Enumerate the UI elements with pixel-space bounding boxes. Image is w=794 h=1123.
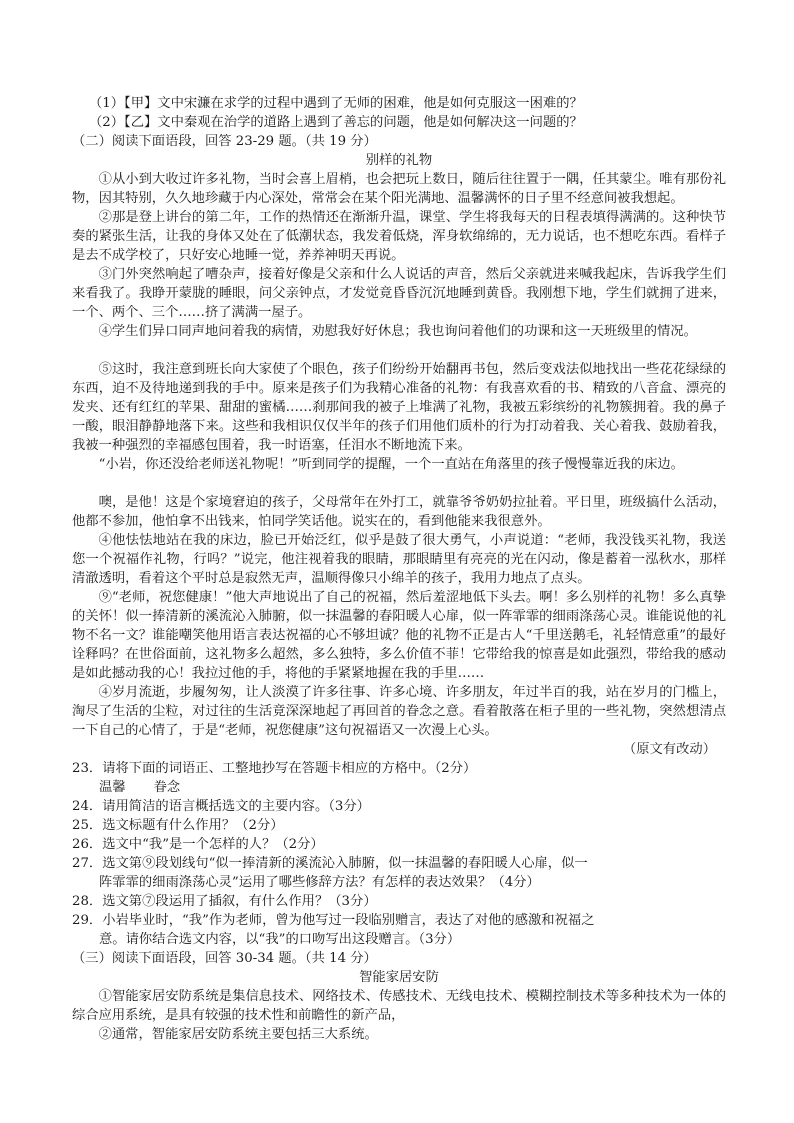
blank-line: [72, 474, 726, 493]
section3-heading: （三）阅读下面语段，回答 30-34 题。（共 14 分）: [72, 951, 377, 966]
section2-para-2: ②那是登上讲台的第二年，工作的热情还在渐渐升温，课堂、学生将我每天的日程表填得满满的。这种快节奏的紧张生活，让我的身体又处在了低潮状态，我发着低烧，浑身软绵绵的，无力说话，也不想吃东西。看样子是去不成学校了，只好安心地睡一觉，养养神明天再说。: [72, 210, 726, 263]
question-29: 29．小岩毕业时，“我”作为老师，曾为他写过一段临别赠言，表达了对他的感激和祝福之: [72, 913, 595, 928]
question-28: 28．选文第⑦段运用了插叙，有什么作用？（3分）: [72, 894, 377, 909]
section2-para-7: 噢，是他！这是个家境窘迫的孩子，父母常年在外打工，就靠爷爷奶奶拉扯着。平日里，班级搞什么活动，他都不参加，他怕拿不出钱来，怕同学笑话他。说实在的，看到他能来我很意外。: [72, 495, 726, 529]
section2-para-4: ④学生们异口同声地问着我的病情，劝慰我好好休息；我也询问着他们的功课和这一天班级里的情况。: [98, 324, 697, 339]
section3-para-2: ②通常，智能家居安防系统主要包括三大系统。: [98, 1027, 378, 1042]
section2-heading: （二）阅读下面语段，回答 23-29 题。（共 19 分）: [72, 134, 377, 149]
section2-para-5: ⑤这时，我注意到班长向大家使了个眼色，孩子们纷纷开始翻再书包，然后变戏法似地找出一些花花绿绿的东西，迫不及待地递到我的手中。原来是孩子们为我精心准备的礼物：有我喜欢看的书、精致的八音盒、漂亮的发夹、还有红红的苹果、甜甜的蜜橘……刹那间我的被子上堆满了礼物，我被五彩缤纷的礼物簇拥着。我的鼻子一酸，眼泪静静地落下来。这些和我相识仅仅半年的孩子们用他们质朴的行为打动着我、关心着我、鼓励着我，我被一种强烈的幸福感包围着，我一时语塞，任泪水不断地流下来。: [72, 362, 726, 453]
section2-para-1: ①从小到大收过许多礼物，当时会喜上眉梢，也会把玩上数日，随后往往置于一隅，任其蒙尘。唯有那份礼物，因其特别，久久地珍藏于内心深处，常常会在某个阳光满地、温馨满怀的日子里不经意间被我想起。: [72, 172, 726, 206]
question-part1-1: （1）【甲】文中宋濂在求学的过程中遇到了无师的困难，他是如何克服这一困难的？: [89, 96, 583, 111]
question-23: 23．请将下面的词语正、工整地抄写在答题卡相应的方格中。（2分）: [72, 761, 477, 776]
blank-line: [72, 341, 726, 360]
question-24: 24．请用简洁的语言概括选文的主要内容。（3分）: [72, 799, 370, 814]
section2-para-6: “小岩，你还没给老师送礼物呢！”听到同学的提醒，一个一直站在角落里的孩子慢慢靠近我的床边。: [98, 457, 684, 472]
question-23-words: [72, 778, 726, 797]
section3-para-1: ①智能家居安防系统是集信息技术、网络技术、传感技术、无线电技术、模糊控制技术等多种技术为一体的综合应用系统，是具有较强的技术性和前瞻性的新产品，: [72, 989, 726, 1023]
section2-title: 别样的礼物: [365, 153, 433, 168]
section2-para-3: ③门外突然响起了嘈杂声，接着好像是父亲和什么人说话的声音，然后父亲就进来喊我起床，告诉我学生们来看我了。我睁开蒙胧的睡眼，问父亲钟点，才发觉竟昏昏沉沉地睡到黄昏。我刚想下地，学生们就拥了进来，一个、两个、三个……挤了满满一屋子。: [72, 267, 726, 320]
source-note: （原文有改动）: [622, 742, 716, 757]
question-part1-2: （2）【乙】文中秦观在治学的道路上遇到了善忘的问题，他是如何解决这一问题的？: [89, 115, 583, 130]
section2-para-9: ⑨“老师，祝您健康！”他大声地说出了自己的祝福，然后羞涩地低下头去。啊！多么别样的礼物！多么真挚的关怀！似一捧清新的溪流沁入肺腑，似一抹温馨的春阳暖人心扉，似一阵霏霏的细雨涤荡心灵。谁能说他的礼物不名一文？谁能嘲笑他用语言表达祝福的心不够坦诚？他的礼物不正是古人“千里送鹅毛，礼轻情意重”的最好诠释吗？在世俗面前，这礼物多么超然，多么独特，多么价值不菲！它带给我的惊喜是如此强烈，带给我的感动是如此撼动我的心！我拉过他的手，将他的手紧紧地握在我的手里……: [72, 590, 726, 681]
section2-para-8: ④他怯怯地站在我的床边，脸已开始泛红，似乎是鼓了很大勇气，小声说道：“老师，我没钱买礼物，我送您一个祝福作礼物，行吗？”说完，他注视着我的眼睛，那眼睛里有亮亮的光在闪动，像是蓄着一泓秋水，那样清澈透明，看着这个平时总是寂然无声，温顺得像只小绵羊的孩子，我用力地点了点头。: [72, 533, 726, 586]
word-2: 眷念: [153, 780, 181, 795]
question-25: 25．选文标题有什么作用？（2分）: [72, 818, 284, 833]
exam-page: [72, 94, 726, 1044]
question-27-cont: 阵霏霏的细雨涤荡心灵”运用了哪些修辞方法？有怎样的表达效果？（4分）: [99, 875, 540, 890]
question-29-cont: 意。请你结合选文内容，以“我”的口吻写出这段赠言。（3分）: [99, 932, 461, 947]
question-27: 27．选文第⑨段划线句“似一捧清新的溪流沁入肺腑，似一抹温馨的春阳暖人心扉，似一: [72, 856, 588, 871]
word-1: 温馨: [99, 780, 126, 795]
question-26: 26．选文中“我”是一个怎样的人？（2分）: [72, 837, 324, 852]
section3-title: 智能家居安防: [359, 970, 439, 985]
section2-para-10: ④岁月流逝，步履匆匆，让人淡漠了许多往事、许多心境、许多朋友，年过半百的我，站在岁月的门槛上，淘尽了生活的尘粒，对过往的生活竟深深地起了再回首的眷念之意。看着散落在柜子里的一些礼物，突然想清点一下自己的心情了，于是“老师，祝您健康”这句祝福语又一次漫上心头。: [72, 685, 726, 738]
